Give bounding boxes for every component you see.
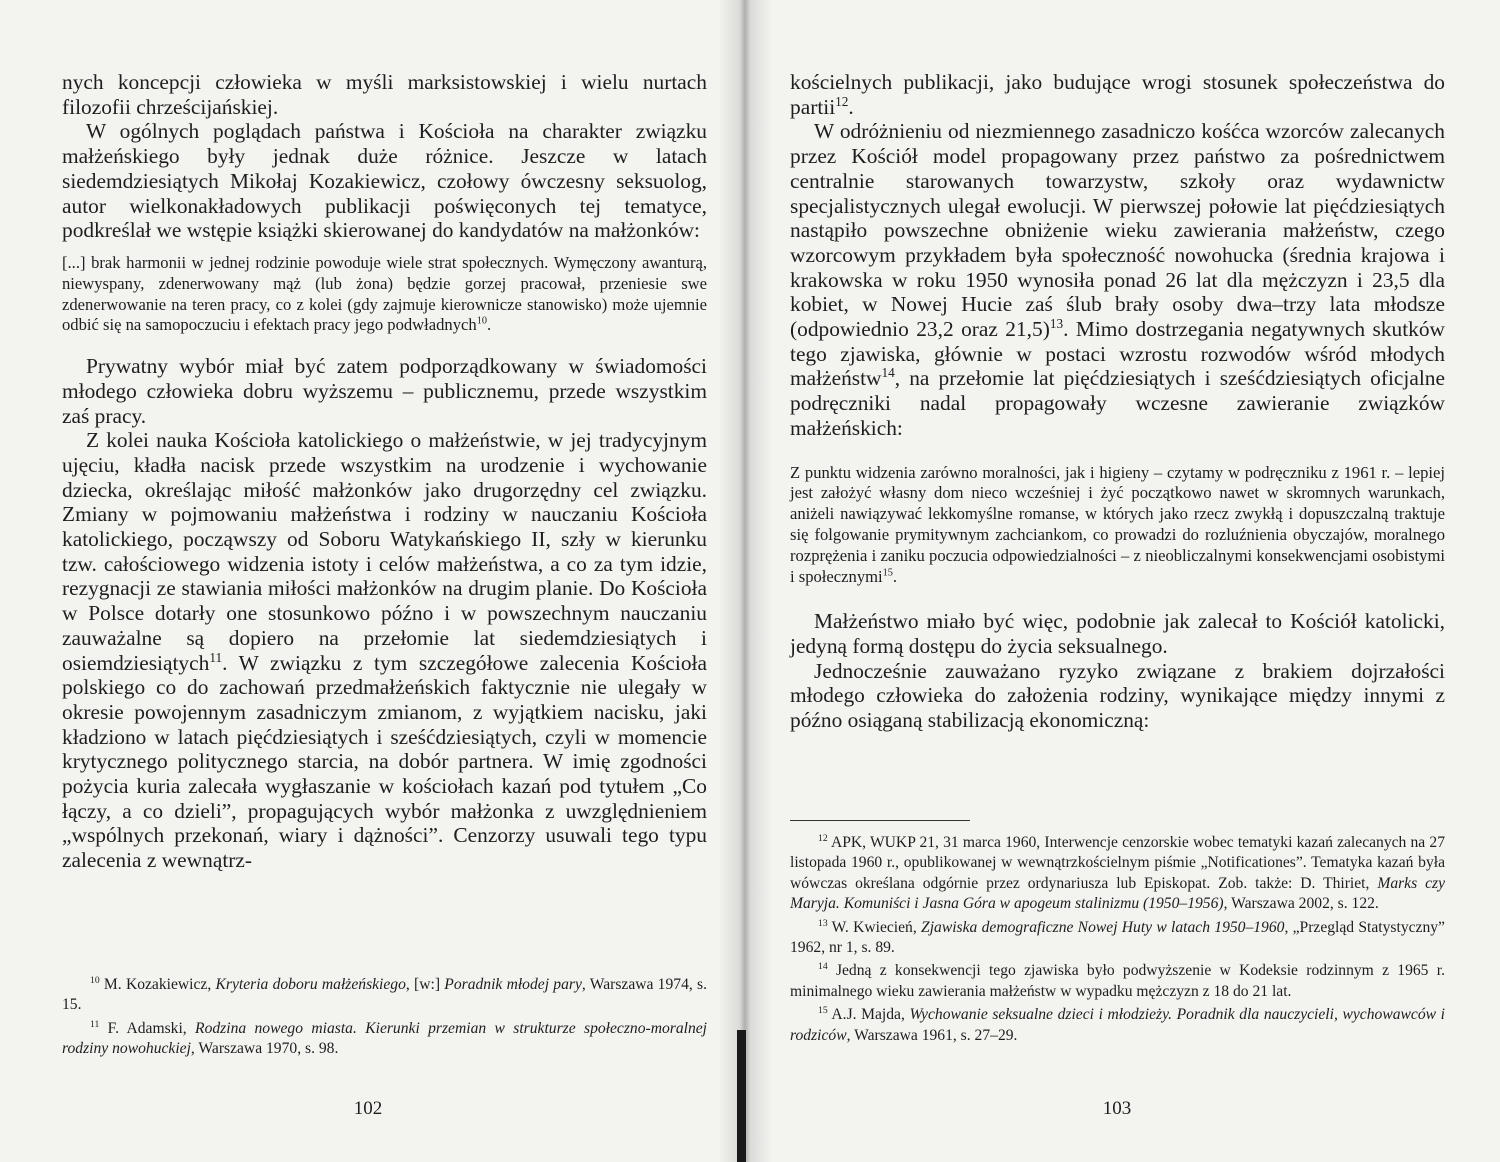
quote-text: [...] brak harmonii w jednej rodzinie powoduje wiele strat społecznych. Wymęczony awanturą, niewyspany, zdenerwowany mąż (lub żona) będzie gorzej pracował, przeniesie swe zdenerwowanie na teren pracy, co z kolei (gdy zajmuje kierownicze stanowisko) może ujemnie odbić się na samopoczuciu i efektach pracy jego podwładnych$^{10}$. — [62, 252, 707, 335]
footnote: $^{13}$ W. Kwiecień, Zjawiska demograficzne Nowej Huty w latach 1950–1960, „Przegląd Statystyczny” 1962, nr 1, s. 89. — [790, 917, 1445, 957]
footnote: $^{14}$ Jedną z konsekwencji tego zjawiska było podwyższenie w Kodeksie rodzinnym z 1965 r. minimalnego wieku zawierania małżeństw w wypadku mężczyzn z 18 do 21 lat. — [790, 961, 1445, 1000]
paragraph: Z kolei nauka Kościoła katolickiego o małżeństwie, w jej tradycyjnym ujęciu, kładła nacisk przede wszystkim na urodzenie i wychowanie dziecka, określając miłość małżonków jako drugorzędny cel związku. Zmiany w pojmowaniu małżeństwa i rodziny w nauczaniu Kościoła katolickiego, począwszy od Soboru Watykańskiego II, szły w kierunku tzw. całościowego widzenia istoty i celów małżeństwa, a co za tym idzie, rezygnacji ze stawiania miłości małżonków na drugim planie. Do Kościoła w Polsce dotarły one stosunkowo późno i w powszechnym nauczaniu zauważalne są dopiero na przełomie lat siedemdziesiątych i osiemdziesiątych$^{11}$. W związku z tym szczegółowe zalecenia Kościoła polskiego co do zachowań przedmałżeńskich faktycznie nie ulegały w okresie powojennym zasadniczym zmianom, z wyjątkiem nacisku, jaki kładziono w latach pięćdziesiątych i sześćdziesiątych, czyli w momencie krytycznego politycznego starcia, na dobór partnera. W imię zgodności pożycia kuria zalecała wygłaszanie w kościołach kazań pod tytułem „Co łączy, a co dzieli”, propagujących wybór małżonka z uwzględnieniem „wspólnych przekonań, wiary i dążności”. Cenzorzy usuwali tego typu zalecenia z wewnątrz- — [62, 428, 707, 873]
page-number: 103 — [1102, 1098, 1132, 1119]
left-page — [0, 0, 745, 1162]
paragraph: Małżeństwo miało być więc, podobnie jak zalecał to Kościół katolicki, jedyną formą dostępu do życia seksualnego. — [790, 609, 1445, 659]
page-number: 102 — [353, 1098, 383, 1119]
left-text-block — [62, 70, 707, 873]
quote-text: Z punktu widzenia zarówno moralności, jak i higieny – czytamy w podręczniku z 1961 r. – lepiej jest założyć własny dom nieco wcześniej i żyć początkowo nawet w skromnych warunkach, aniżeli nawiązywać lekkomyślne romanse, w których jako rzecz zwykłą i dopuszczalną traktuje się folgowanie prymitywnym zachciankom, co prowadzi do rozluźnienia obyczajów, moralnego rozprężenia i zaniku poczucia odpowiedzialności – z nieobliczalnymi konsekwencjami osobistymi i społecznymi$^{15}$. — [790, 462, 1445, 586]
block-quote — [790, 463, 1445, 588]
paragraph: Jednocześnie zauważano ryzyko związane z brakiem dojrzałości młodego człowieka do założenia rodziny, wynikające między innymi z późno osiąganą stabilizacją ekonomiczną: — [790, 658, 1445, 733]
footnote-divider — [790, 820, 970, 821]
right-text-block — [790, 70, 1445, 733]
footnote: $^{11}$ F. Adamski, Rodzina nowego miasta. Kierunki przemian w strukturze społeczno-moralnej rodziny nowohuckiej, Warszawa 1970, s. 98. — [62, 1018, 707, 1058]
footnote: $^{10}$ M. Kozakiewicz, Kryteria doboru małżeńskiego, [w:] Poradnik młodej pary, Warszawa 1974, s. 15. — [62, 974, 707, 1014]
footnote-ref: 10 — [476, 315, 487, 327]
right-page — [745, 0, 1500, 1162]
paragraph: W odróżnieniu od niezmiennego zasadniczo kośćca wzorców zalecanych przez Kościół model propagowany przez państwo za pośrednictwem centralnie starowanych towarzystw, szkoły oraz wydawnictw specjalistycznych ulegał ewolucji. W pierwszej połowie lat pięćdziesiątych nastąpiło powszechne obniżenie wieku zawierania małżeństw, czego wzorcowym przykładem była społeczność nowohucka (średnia krajowa i krakowska w roku 1950 wynosiła ponad 26 lat dla mężczyzn i 23,5 dla kobiet, w Nowej Hucie zaś ślub brały osoby dwa–trzy lata młodsze (odpowiednio 23,2 oraz 21,5)$^{13}$. Mimo dostrzegania negatywnych skutków tego zjawiska, głównie w postaci wzrostu rozwodów wśród młodych małżeństw$^{14}$, na przełomie lat pięćdziesiątych i sześćdziesiątych oficjalne podręczniki nadal propagowały wczesne zawieranie związków małżeńskich: — [790, 119, 1445, 440]
footnote: $^{15}$ A.J. Majda, Wychowanie seksualne dzieci i młodzieży. Poradnik dla nauczycieli, wychowawców i rodziców, Warszawa 1961, s. 27–29. — [790, 1005, 1445, 1044]
right-footnotes — [790, 820, 1445, 1049]
left-footnotes — [62, 975, 707, 1063]
paragraph: Prywatny wybór miał być zatem podporządkowany w świadomości młodego człowieka dobru wyższemu – publicznemu, przede wszystkim zaś pracy. — [62, 354, 707, 428]
book-spine-edge — [737, 1030, 746, 1162]
footnote-ref: 11 — [209, 649, 223, 665]
book-gutter-shadow — [718, 0, 772, 1162]
footnote-ref: 14 — [881, 365, 895, 381]
footnote-ref: 15 — [882, 567, 893, 578]
block-quote — [62, 253, 707, 336]
footnote: $^{12}$ APK, WUKP 21, 31 marca 1960, Interwencje cenzorskie wobec tematyki kazań zalecanych na 27 listopada 1960 r., opublikowanej w wewnątrzkościelnym piśmie „Notificationes”. Tematyka kazań była wówczas określana odgórnie przez ordynariusza lub Episkopat. Zob. także: D. Thiriet, Marks czy Maryja. Komuniści i Jasna Góra w apogeum stalinizmu (1950–1956), Warszawa 2002, s. 122. — [790, 832, 1445, 913]
paragraph: nych koncepcji człowieka w myśli marksistowskiej i wielu nurtach filozofii chrześcijańskiej. — [62, 70, 707, 119]
footnote-ref: 13 — [1049, 315, 1064, 331]
paragraph: W ogólnych poglądach państwa i Kościoła na charakter związku małżeńskiego były jednak duże różnice. Jeszcze w latach siedemdziesiątych Mikołaj Kozakiewicz, czołowy ówczesny seksuolog, autor wielkonakładowych publikacji poświęconych tej tematyce, podkreślał we wstępie książki skierowanej do kandydatów na małżonków: — [62, 119, 707, 243]
paragraph: kościelnych publikacji, jako budujące wrogi stosunek społeczeństwa do partii$^{12}$. — [790, 70, 1445, 119]
footnote-ref: 12 — [835, 93, 849, 109]
